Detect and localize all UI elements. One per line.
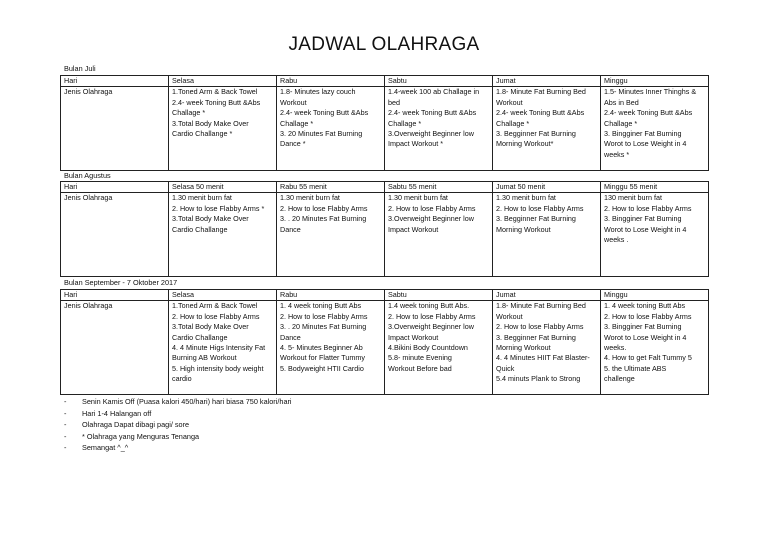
workout-line: Impact Workout	[388, 224, 439, 234]
schedule-cell	[601, 301, 709, 395]
workout-line: Workout for Flatter Tummy	[280, 353, 365, 363]
schedule-table	[60, 181, 709, 277]
header-cell: Minggu	[601, 76, 709, 87]
schedule-cell	[601, 193, 709, 277]
schedule-cell	[601, 87, 709, 171]
workout-line: Workout	[280, 97, 307, 107]
workout-line: 5. Bodyweight HTII Cardio	[280, 363, 364, 373]
workout-line: Workout	[496, 97, 523, 107]
header-cell: Hari	[61, 76, 169, 87]
note-text: Senin Kamis Off (Puasa kalori 450/hari) hari biasa 750 kalori/hari	[82, 397, 292, 406]
header-cell: Jumat	[493, 290, 601, 301]
workout-line: 4.Bikini Body Countdown	[388, 343, 468, 353]
header-cell: Selasa	[169, 76, 277, 87]
workout-line: 2. How to lose Flabby Arms	[496, 322, 584, 332]
workout-line: 2.4- week Toning Butt &Abs	[172, 97, 261, 107]
schedule-cell	[493, 301, 601, 395]
workout-line: Challage *	[604, 118, 638, 128]
workout-line: Morning Workout	[496, 343, 551, 353]
note-text: Semangat ^_^	[82, 443, 129, 452]
header-row	[61, 290, 709, 301]
workout-line: 2. How to lose Flabby Arms	[604, 203, 692, 213]
workout-line: Dance	[280, 332, 301, 342]
bullet-dash: -	[64, 420, 67, 429]
workout-line: Impact Workout *	[388, 139, 443, 149]
schedule-cell	[277, 301, 385, 395]
bullet-dash: -	[64, 443, 67, 452]
workout-line: 130 menit burn fat	[604, 193, 662, 203]
workout-line: 3. Begginner Fat Burning	[496, 332, 576, 342]
workout-line: 2. How to lose Flabby Arms	[388, 203, 476, 213]
workout-line: Morning Workout	[496, 224, 551, 234]
workout-line: 1.8- Minute Fat Burning Bed	[496, 87, 586, 97]
workout-line: 3. Bingginer Fat Burning	[604, 214, 682, 224]
table-row	[61, 301, 709, 395]
workout-line: Cardio Challange *	[172, 129, 233, 139]
note-item	[64, 419, 292, 431]
workout-line: 2.4- week Toning Butt &Abs	[280, 108, 369, 118]
workout-line: Challage *	[388, 118, 422, 128]
schedule-cell	[169, 193, 277, 277]
workout-line: Impact Workout	[388, 332, 439, 342]
table-row	[61, 87, 709, 171]
workout-line: 2. How to lose Flabby Arms	[280, 203, 368, 213]
workout-line: Burning AB Workout	[172, 353, 237, 363]
schedule-cell	[385, 193, 493, 277]
header-cell: Minggu 55 menit	[601, 182, 709, 193]
workout-line: Dance	[280, 224, 301, 234]
workout-line: 2.4- week Toning Butt &Abs	[388, 108, 477, 118]
row-label-cell: Jenis Olahraga	[61, 301, 169, 395]
workout-line: Challage *	[496, 118, 530, 128]
section-label: Bulan September - 7 Oktober 2017	[64, 278, 178, 287]
schedule-table	[60, 289, 709, 395]
workout-line: 3. . 20 Minutes Fat Burning	[280, 214, 367, 224]
header-cell: Selasa 50 menit	[169, 182, 277, 193]
workout-line: 4. 5- Minutes Beginner Ab	[280, 343, 363, 353]
header-cell: Minggu	[601, 290, 709, 301]
workout-line: Quick	[496, 363, 515, 373]
page-title: JADWAL OLAHRAGA	[288, 34, 480, 55]
bullet-dash: -	[64, 408, 67, 418]
workout-line: Workout	[496, 311, 523, 321]
header-cell: Sabtu	[385, 76, 493, 87]
workout-line: 3. . 20 Minutes Fat Burning	[280, 322, 367, 332]
workout-line: 1.30 menit burn fat	[280, 193, 340, 203]
workout-line: 1.30 menit burn fat	[172, 193, 232, 203]
workout-line: 3.Total Body Make Over	[172, 322, 249, 332]
section-label: Bulan Juli	[64, 64, 96, 73]
workout-line: 2.4- week Toning Butt &Abs	[604, 108, 693, 118]
schedule-cell	[277, 193, 385, 277]
header-cell: Jumat	[493, 76, 601, 87]
note-text: * Olahraga yang Menguras Tenanga	[82, 431, 200, 441]
workout-line: Cardio Challange	[172, 332, 228, 342]
header-row	[61, 76, 709, 87]
workout-line: Worot to Lose Weight in 4	[604, 224, 687, 234]
workout-line: Morning Workout*	[496, 139, 554, 149]
workout-line: 3. 20 Minutes Fat Burning	[280, 129, 363, 139]
header-cell: Rabu	[277, 290, 385, 301]
workout-line: Cardio Challange	[172, 224, 228, 234]
workout-line: 3.Overweight Beginner low	[388, 322, 474, 332]
workout-line: 1.30 menit burn fat	[496, 193, 556, 203]
workout-line: cardio	[172, 374, 192, 384]
workout-line: 2. How to lose Flabby Arms	[496, 203, 584, 213]
bullet-dash: -	[64, 397, 67, 406]
workout-line: Worot to Lose Weight in 4	[604, 332, 687, 342]
workout-line: Worot to Lose Weight in 4	[604, 139, 687, 149]
workout-line: 2. How to lose Flabby Arms	[604, 311, 692, 321]
header-cell: Selasa	[169, 290, 277, 301]
row-label-cell: Jenis Olahraga	[61, 193, 169, 277]
workout-line: 5. High intensity body weight	[172, 363, 264, 373]
workout-line: 1.30 menit burn fat	[388, 193, 448, 203]
workout-line: 2. How to lose Flabby Arms	[388, 311, 476, 321]
workout-line: 3.Total Body Make Over	[172, 214, 249, 224]
header-row	[61, 182, 709, 193]
header-cell: Jumat 50 menit	[493, 182, 601, 193]
workout-line: 5. the Ultimate ABS	[604, 363, 667, 373]
schedule-cell	[169, 87, 277, 171]
workout-line: 3.Overweight Beginner low	[388, 129, 474, 139]
workout-line: Challage *	[280, 118, 314, 128]
workout-line: 3. Bingginer Fat Burning	[604, 322, 682, 332]
workout-line: 1. 4 week toning Butt Abs	[604, 301, 686, 311]
workout-line: 4. 4 Minutes HIIT Fat Blaster-	[496, 353, 590, 363]
workout-line: challenge	[604, 374, 635, 384]
workout-line: 4. 4 Minute Higs Intensity Fat	[172, 343, 266, 353]
note-item	[64, 408, 292, 420]
workout-line: bed	[388, 97, 400, 107]
workout-line: 5.8- minute Evening	[388, 353, 452, 363]
schedule-cell	[493, 87, 601, 171]
workout-line: Workout Before bad	[388, 363, 452, 373]
bullet-dash: -	[64, 431, 67, 441]
workout-line: 1.Toned Arm & Back Towel	[172, 87, 258, 97]
workout-line: 1.Toned Arm & Back Towel	[172, 301, 258, 311]
workout-line: weeks *	[604, 149, 630, 159]
note-text: Hari 1-4 Halangan off	[82, 408, 152, 418]
workout-line: 3. Begginner Fat Burning	[496, 214, 576, 224]
workout-line: Dance *	[280, 139, 306, 149]
workout-line: 3. Bingginer Fat Burning	[604, 129, 682, 139]
schedule-cell	[277, 87, 385, 171]
workout-line: 2. How to lose Flabby Arms	[280, 311, 368, 321]
workout-line: 1.8- Minute Fat Burning Bed	[496, 301, 586, 311]
header-cell: Hari	[61, 182, 169, 193]
workout-line: 2. How to lose Flabby Arms	[172, 311, 260, 321]
workout-line: weeks.	[604, 343, 627, 353]
workout-line: 5.4 minuts Plank to Strong	[496, 374, 581, 384]
workout-line: 3.Total Body Make Over	[172, 118, 249, 128]
schedule-cell	[385, 301, 493, 395]
workout-line: 3. Begginner Fat Burning	[496, 129, 576, 139]
workout-line: Abs in Bed	[604, 97, 639, 107]
table-row	[61, 193, 709, 277]
workout-line: 3.Overweight Beginner low	[388, 214, 474, 224]
schedule-cell	[385, 87, 493, 171]
note-item	[64, 396, 292, 408]
workout-line: 1.4-week 100 ab Challage in	[388, 87, 480, 97]
header-cell: Sabtu 55 menit	[385, 182, 493, 193]
section-label: Bulan Agustus	[64, 171, 111, 180]
header-cell: Hari	[61, 290, 169, 301]
header-cell: Rabu 55 menit	[277, 182, 385, 193]
header-cell: Rabu	[277, 76, 385, 87]
schedule-table	[60, 75, 709, 171]
notes-list	[64, 396, 292, 454]
workout-line: weeks .	[604, 235, 629, 245]
workout-line: Challage *	[172, 108, 206, 118]
row-label-cell: Jenis Olahraga	[61, 87, 169, 171]
workout-line: 4. How to get Falt Tummy 5	[604, 353, 692, 363]
workout-line: 2. How to lose Flabby Arms *	[172, 203, 265, 213]
header-cell: Sabtu	[385, 290, 493, 301]
workout-line: 1.8- Minutes lazy couch	[280, 87, 356, 97]
schedule-cell	[169, 301, 277, 395]
workout-line: 2.4- week Toning Butt &Abs	[496, 108, 585, 118]
schedule-cell	[493, 193, 601, 277]
note-text: Olahraga Dapat dibagi pagi/ sore	[82, 420, 190, 429]
note-item	[64, 431, 292, 443]
workout-line: 1.5- Minutes Inner Thinghs &	[604, 87, 697, 97]
note-item	[64, 442, 292, 454]
workout-line: 1. 4 week toning Butt Abs	[280, 301, 362, 311]
workout-line: 1.4 week toning Butt Abs.	[388, 301, 470, 311]
